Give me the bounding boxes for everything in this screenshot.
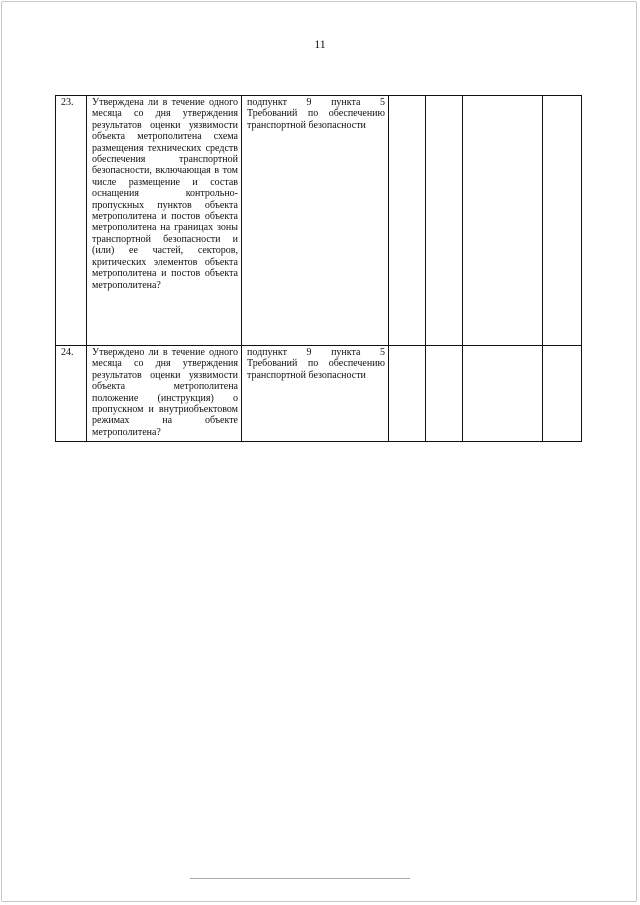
page-number: 11	[314, 37, 326, 51]
answer-cell	[543, 346, 582, 442]
footer-divider	[190, 878, 410, 879]
row-number: 24.	[56, 346, 87, 442]
answer-cell	[426, 96, 463, 346]
question-text: Утверждено ли в течение одного месяца со дня утверждения результатов оценки уязвимости объекта метрополитена положение (инструкция) о пропускном и внутриобъектовом режимах на объекте метрополитена?	[87, 346, 242, 442]
answer-cell	[543, 96, 582, 346]
answer-cell	[389, 346, 426, 442]
question-text: Утверждена ли в течение одного месяца со дня утверждения результатов оценки уязвимости объекта метрополитена схема размещения технических средств обеспечения транспортной безопасности, включающая в том числе размещение и состав оснащения контрольно-пропускных пунктов объекта метрополитена и постов объекта метрополитена на границах зоны транспортной безопасности и (или) ее частей, секторов, критических элементов объекта метрополитена и постов объекта метрополитена?	[87, 96, 242, 346]
requirement-reference: подпункт 9 пункта 5 Требований по обеспечению транспортной безопасности	[242, 96, 389, 346]
checklist-table	[55, 95, 582, 442]
answer-cell	[389, 96, 426, 346]
table-row	[56, 346, 582, 442]
table-row	[56, 96, 582, 346]
answer-cell	[463, 346, 543, 442]
row-number: 23.	[56, 96, 87, 346]
answer-cell	[426, 346, 463, 442]
answer-cell	[463, 96, 543, 346]
requirement-reference: подпункт 9 пункта 5 Требований по обеспечению транспортной безопасности	[242, 346, 389, 442]
